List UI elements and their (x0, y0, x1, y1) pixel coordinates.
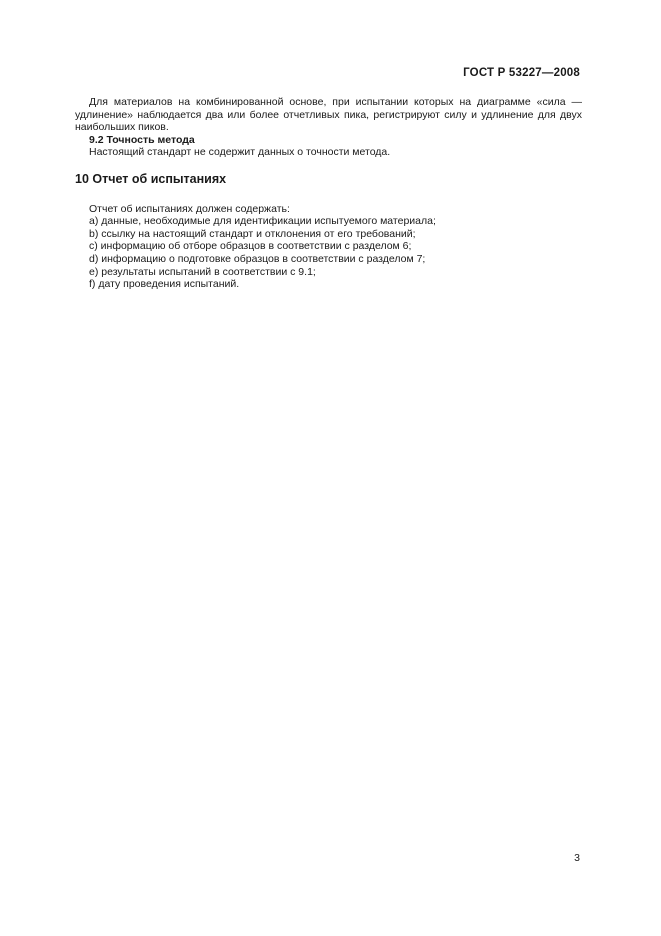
page-content (75, 96, 582, 291)
list-item: c) информацию об отборе образцов в соответствии с разделом 6; (89, 240, 412, 253)
paragraph-combined-base: Для материалов на комбинированной основе, при испытании которых на диаграмме «сила — удлинение» наблюдается два или более отчетливых пика, регистрируют силу и удлинение для двух наибольших пиков. (75, 96, 582, 134)
document-header: ГОСТ Р 53227—2008 (463, 67, 580, 79)
list-item: e) результаты испытаний в соответствии с 9.1; (89, 265, 316, 278)
list-item: f) дату проведения испытаний. (89, 278, 240, 291)
list-item: d) информацию о подготовке образцов в соответствии с разделом 7; (89, 252, 426, 265)
list-item: a) данные, необходимые для идентификации испытуемого материала; (89, 215, 436, 228)
page-number: 3 (574, 852, 580, 864)
list-item: b) ссылку на настоящий стандарт и отклонения от его требований; (89, 227, 416, 240)
report-requirements-list (75, 215, 582, 291)
section-title-10: 10 Отчет об испытаниях (75, 171, 227, 186)
section-10-intro: Отчет об испытаниях должен содержать: (89, 202, 290, 215)
subsection-title-9-2: 9.2 Точность метода (89, 133, 195, 146)
subsection-text-9-2: Настоящий стандарт не содержит данных о точности метода. (89, 146, 391, 159)
